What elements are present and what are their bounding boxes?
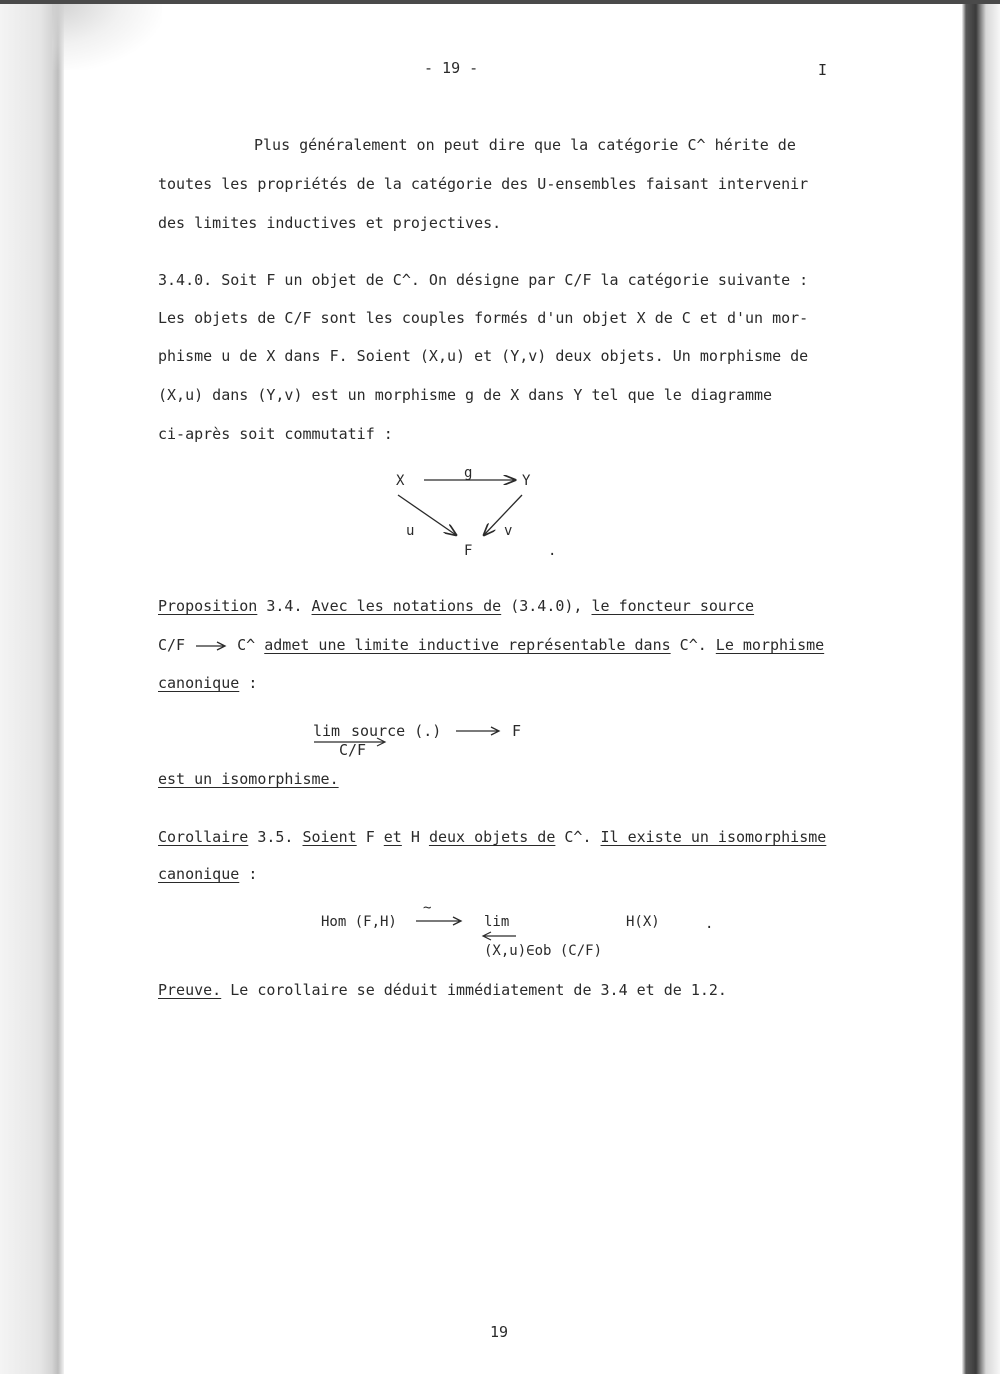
diagram-label-v: v xyxy=(504,523,513,539)
proposition-formula-target: F xyxy=(512,722,522,740)
corollary-line-2 xyxy=(158,864,257,884)
proposition-label: Proposition xyxy=(158,597,258,615)
corollary-soient: Soient xyxy=(302,828,357,846)
proof-text: Le corollaire se déduit immédiatement de 3.4 et de 1.2. xyxy=(230,981,727,999)
proposition-text-2e: Le morphisme xyxy=(715,636,825,654)
commutative-diagram xyxy=(380,455,560,565)
corollary-lim: lim xyxy=(484,914,510,930)
diagram-target-y: Y xyxy=(522,473,531,489)
intro-line-3: des limites inductives et projectives. xyxy=(158,214,502,232)
scan-shadow-left xyxy=(0,0,64,1374)
corollary-colon: : xyxy=(248,865,258,883)
proposition-text-1: Avec les notations de xyxy=(311,597,502,615)
corollary-number: 3.5. xyxy=(257,828,294,846)
scan-binding-edge-right xyxy=(962,0,1000,1374)
iso-arrow xyxy=(414,914,466,928)
proposition-conclusion: est un isomorphisme. xyxy=(158,770,339,788)
scan-shadow-corner xyxy=(52,0,162,70)
proposition-line-4 xyxy=(158,769,339,789)
corollary-f: F xyxy=(365,828,375,846)
proposition-text-2: admet une limite inductive représentable dans xyxy=(264,636,671,654)
section-line-2: Les objets de C/F sont les couples formés d'un objet X de C et d'un mor- xyxy=(158,309,809,327)
proposition-cf: C/F xyxy=(158,636,186,654)
page-marker: - 19 - xyxy=(424,59,479,77)
proposition-text-1c: le foncteur source xyxy=(591,597,755,615)
proposition-line-2 xyxy=(158,635,824,655)
corollary-h: H xyxy=(410,828,420,846)
diagram-source-x: X xyxy=(396,473,405,489)
diagram-base-f: F xyxy=(464,543,473,559)
section-line-5: ci-après soit commutatif : xyxy=(158,425,393,443)
corollary-iso-sign: ~ xyxy=(423,900,432,916)
section-line-4: (X,u) dans (Y,v) est un morphisme g de X dans Y tel que le diagramme xyxy=(158,386,773,404)
proposition-chat-2: C^. xyxy=(679,636,707,654)
corollary-end-dot: . xyxy=(705,916,714,932)
proof-label: Preuve. xyxy=(158,981,222,999)
proposition-chat: C^ xyxy=(237,636,256,654)
diagram-end-dot: . xyxy=(548,543,557,559)
diagram-label-g: g xyxy=(464,465,473,481)
footer-page-number: 19 xyxy=(490,1323,509,1341)
functor-arrow xyxy=(194,640,228,652)
proposition-formula-index: C/F xyxy=(339,741,367,759)
corollary-line-1 xyxy=(158,827,826,847)
corollary-label: Corollaire xyxy=(158,828,249,846)
corollary-index: (X,u)∈ob (C/F) xyxy=(484,943,603,959)
arrow-v xyxy=(484,495,522,535)
proposition-reference: (3.4.0), xyxy=(510,597,583,615)
chapter-number: I xyxy=(818,61,828,79)
scan-edge-top xyxy=(0,0,1000,4)
corollary-il-existe: Il existe un isomorphisme xyxy=(600,828,827,846)
intro-line-2: toutes les propriétés de la catégorie des U-ensembles faisant intervenir xyxy=(158,175,809,193)
corollary-et: et xyxy=(383,828,402,846)
proposition-line-3 xyxy=(158,673,257,693)
proof-line xyxy=(158,980,727,1000)
section-line-1: 3.4.0. Soit F un objet de C^. On désigne par C/F la catégorie suivante : xyxy=(158,271,809,289)
corollary-value: H(X) xyxy=(626,914,660,930)
proposition-formula-source: source (.) xyxy=(351,722,442,740)
intro-line-1: Plus généralement on peut dire que la catégorie C^ hérite de xyxy=(254,136,796,154)
proposition-formula-lim: lim xyxy=(313,722,341,740)
corollary-deux-objets: deux objets de xyxy=(428,828,556,846)
proposition-number: 3.4. xyxy=(266,597,303,615)
corollary-hom: Hom (F,H) xyxy=(321,914,397,930)
proposition-canonique: canonique xyxy=(158,674,240,692)
diagram-label-u: u xyxy=(406,523,415,539)
corollary-chat: C^. xyxy=(564,828,592,846)
proposition-colon: : xyxy=(248,674,258,692)
proposition-line-1 xyxy=(158,596,754,616)
section-line-3: phisme u de X dans F. Soient (X,u) et (Y,v) deux objets. Un morphisme de xyxy=(158,347,809,365)
canonical-morphism-arrow xyxy=(454,724,504,738)
corollary-canonique: canonique xyxy=(158,865,240,883)
